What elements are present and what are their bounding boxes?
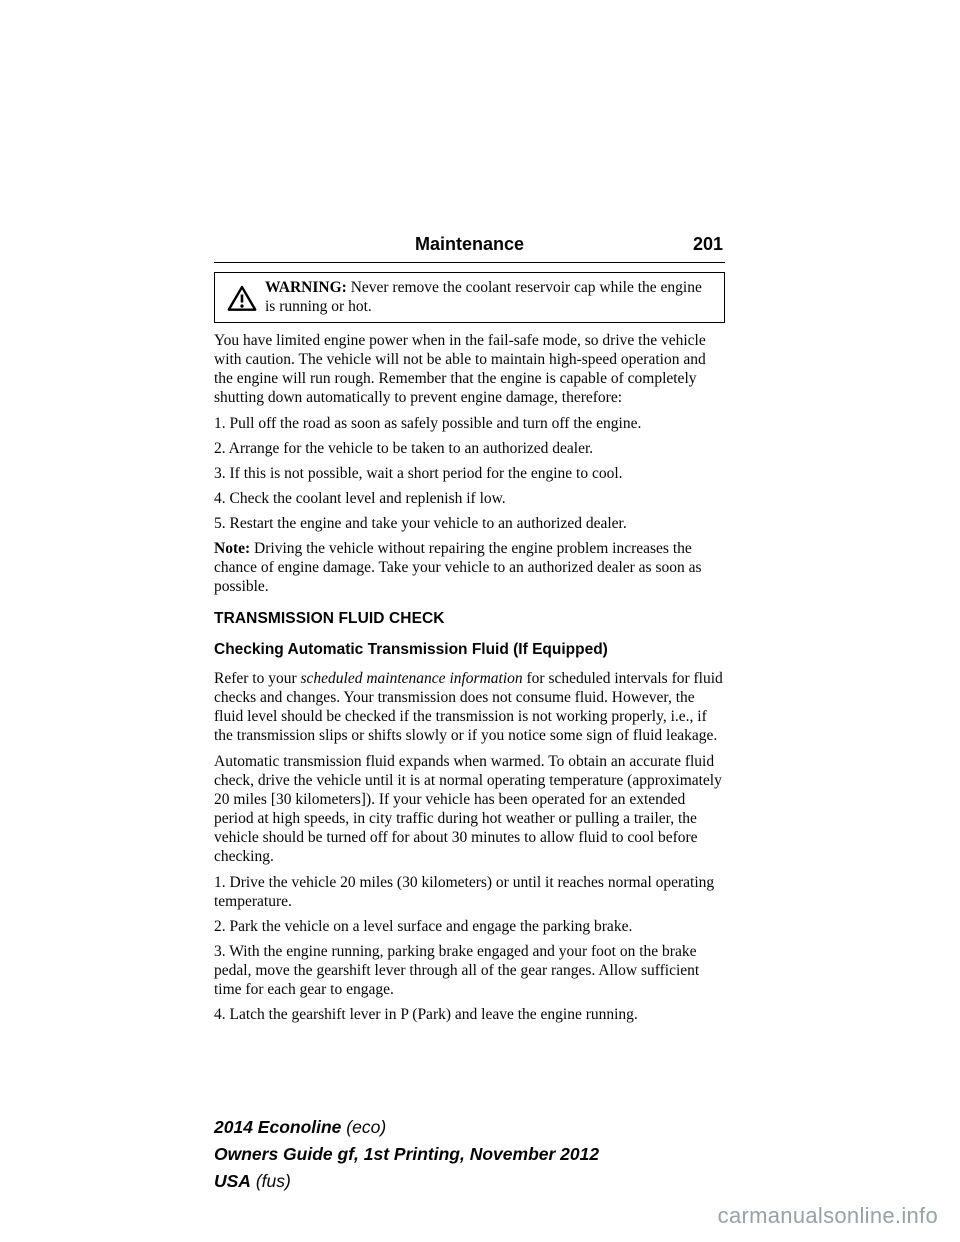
fluid-expand-paragraph: Automatic transmission fluid expands when warmed. To obtain an accurate fluid check, drive the vehicle until it is at normal operating temperature (approximately 20 miles [30 kilometers]). If your vehicle has been operated for an extended period at high speeds, in city traffic during hot weather or pulling a trailer, the vehicle should be turned off for about 30 minutes to allow fluid to cool before checking. xyxy=(214,753,722,865)
failsafe-step-3: 3. If this is not possible, wait a short period for the engine to cool. xyxy=(214,465,623,482)
check-step-3: 3. With the engine running, parking brake engaged and your foot on the brake pedal, move the gearshift lever through all of the gear ranges. Allow sufficient time for each gear to engage. xyxy=(214,943,700,998)
note-body: Driving the vehicle without repairing the engine problem increases the chance of engine damage. Take your vehicle to an authorized dealer as soon as possible. xyxy=(214,540,702,595)
warning-label: WARNING: xyxy=(265,279,347,296)
check-step-4: 4. Latch the gearshift lever in P (Park) and leave the engine running. xyxy=(214,1006,638,1023)
manual-page-content xyxy=(214,234,725,1030)
refer-before: Refer to your xyxy=(214,670,301,687)
failsafe-step-2: 2. Arrange for the vehicle to be taken to an authorized dealer. xyxy=(214,440,594,457)
failsafe-step-4: 4. Check the coolant level and replenish if low. xyxy=(214,490,506,507)
footer-model-line xyxy=(214,1114,599,1141)
note-paragraph xyxy=(214,539,725,596)
failsafe-step-5: 5. Restart the engine and take your vehicle to an authorized dealer. xyxy=(214,515,627,532)
footer-region-code: (fus) xyxy=(255,1171,291,1191)
footer-guide-line: Owners Guide gf, 1st Printing, November 2012 xyxy=(214,1144,600,1164)
footer-model-code: (eco) xyxy=(346,1117,387,1137)
refer-after: for scheduled intervals for fluid checks and changes. Your transmission does not consume fluid. However, the fluid level should be checked if the transmission is not working properly, i.e., if the transmission slips or shifts slowly or if you notice some sign of fluid leakage. xyxy=(214,670,723,744)
footer-region: USA xyxy=(214,1171,251,1191)
subsection-heading-checking-fluid: Checking Automatic Transmission Fluid (If Equipped) xyxy=(214,641,608,658)
footer-region-line xyxy=(214,1168,599,1195)
warning-text xyxy=(265,278,716,316)
failsafe-intro-paragraph: You have limited engine power when in the fail-safe mode, so drive the vehicle with caution. The vehicle will not be able to maintain high-speed operation and the engine will run rough. Remember that the engine is capable of completely shutting down automatically to prevent engine damage, therefore: xyxy=(214,332,706,406)
page-header xyxy=(214,234,725,263)
watermark-text: carmanualsonline.info xyxy=(717,1203,938,1228)
refer-paragraph xyxy=(214,669,725,745)
document-footer xyxy=(214,1114,599,1195)
warning-body: Never remove the coolant reservoir cap while the engine is running or hot. xyxy=(265,279,702,315)
warning-box xyxy=(214,272,725,323)
note-label: Note: xyxy=(214,540,251,557)
check-step-1: 1. Drive the vehicle 20 miles (30 kilometers) or until it reaches normal operating temperature. xyxy=(214,874,715,910)
page-title: Maintenance xyxy=(414,234,525,254)
refer-italic-phrase: scheduled maintenance information xyxy=(300,670,523,687)
warning-triangle-icon xyxy=(219,282,265,312)
failsafe-step-1: 1. Pull off the road as soon as safely possible and turn off the engine. xyxy=(214,415,642,432)
section-heading-transmission-fluid-check: TRANSMISSION FLUID CHECK xyxy=(214,610,445,627)
page-number: 201 xyxy=(692,234,723,254)
footer-model: 2014 Econoline xyxy=(214,1117,342,1137)
check-step-2: 2. Park the vehicle on a level surface and engage the parking brake. xyxy=(214,918,633,935)
